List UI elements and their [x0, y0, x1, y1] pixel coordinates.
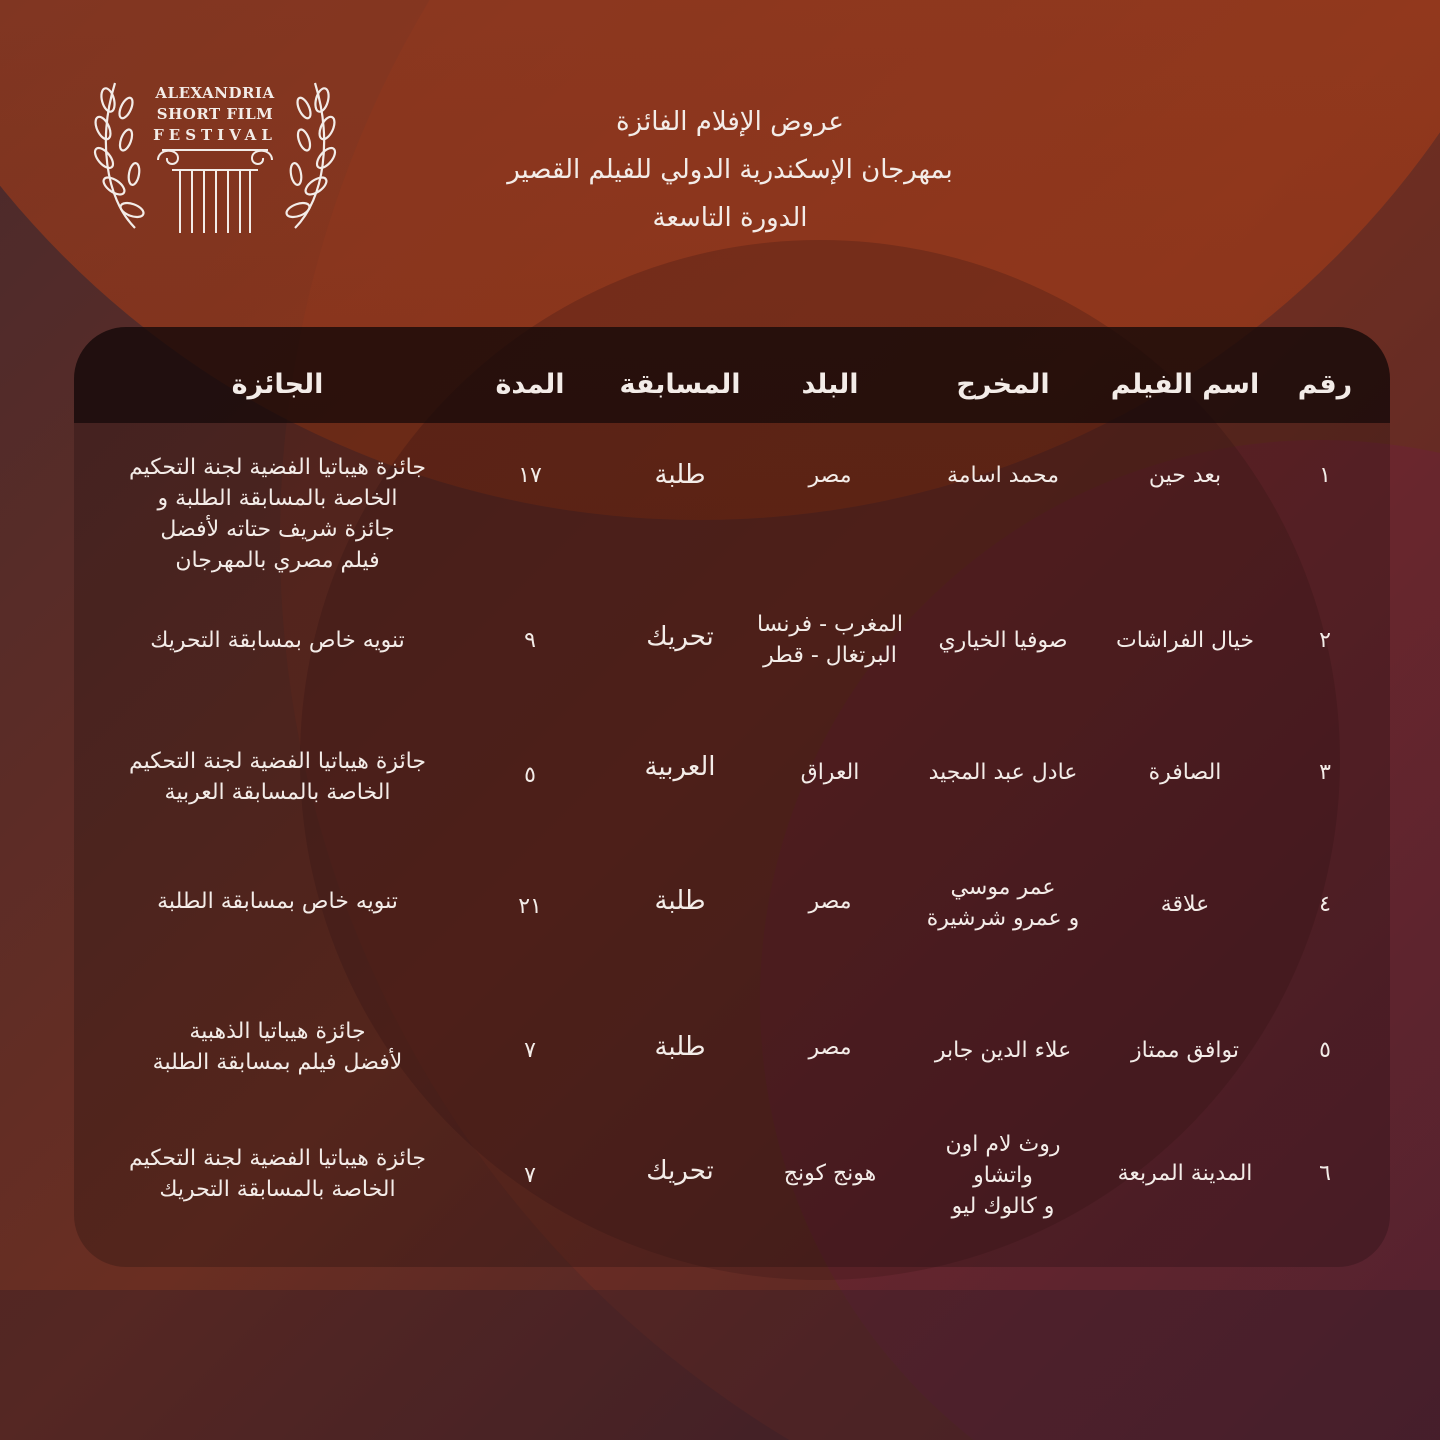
ionic-column-icon [158, 150, 272, 233]
header-country: البلد [801, 368, 859, 400]
row4-competition: طلبة [654, 885, 706, 916]
logo-text-line1: ALEXANDRIA [155, 84, 275, 102]
row5-director: علاء الدين جابر [934, 1037, 1072, 1063]
row4-award: تنويه خاص بمسابقة الطلبة [157, 888, 398, 914]
header-num: رقم [1297, 368, 1353, 400]
row6-duration: ٧ [524, 1162, 536, 1188]
laurel-wreath-icon [90, 78, 340, 243]
row2-film: خيال الفراشات [1116, 627, 1254, 653]
row3-director: عادل عبد المجيد [928, 759, 1078, 785]
logo-text-line2: SHORT FILM [156, 105, 274, 123]
row2-award: تنويه خاص بمسابقة التحريك [150, 627, 405, 653]
row1-award: جائزة هيباتيا الفضية لجنة التحكيم الخاصة بالمسابقة الطلبة و جائزة شريف حتاته لأفضل فيلم مصري بالمهرجان [129, 455, 426, 573]
page-title [430, 98, 1030, 242]
row1-film: بعد حين [1148, 462, 1222, 488]
row4-country: مصر [808, 888, 852, 914]
header-award: الجائزة [231, 368, 324, 400]
row6-director: روث لام اون واتشاو و كالوك ليو [945, 1131, 1061, 1219]
header-competition: المسابقة [619, 368, 741, 400]
header-duration: المدة [495, 368, 565, 400]
row1-director: محمد اسامة [946, 462, 1060, 488]
row2-country: المغرب - فرنسا البرتغال - قطر [756, 612, 904, 668]
header-film: اسم الفيلم [1110, 368, 1260, 400]
row3-num: ٣ [1319, 759, 1331, 785]
row4-duration: ٢١ [518, 893, 542, 919]
row1-country: مصر [808, 462, 852, 488]
row6-num: ٦ [1319, 1160, 1331, 1186]
title-line2: بمهرجان الإسكندرية الدولي للفيلم القصير [507, 155, 953, 185]
row4-film: علاقة [1160, 891, 1210, 917]
row1-num: ١ [1319, 462, 1331, 488]
row4-director: عمر موسي و عمرو شرشيرة [926, 875, 1080, 931]
row2-num: ٢ [1319, 627, 1331, 653]
row2-duration: ٩ [524, 627, 536, 653]
row3-film: الصافرة [1148, 759, 1222, 785]
title-line1: عروض الإفلام الفائزة [616, 107, 844, 137]
row5-award: جائزة هيباتيا الذهبية لأفضل فيلم بمسابقة الطلبة [152, 1019, 403, 1075]
row6-competition: تحريك [646, 1155, 714, 1186]
row3-country: العراق [800, 759, 860, 785]
row3-competition: العربية [644, 751, 716, 782]
row5-duration: ٧ [524, 1037, 536, 1063]
row5-country: مصر [808, 1034, 852, 1060]
title-line3: الدورة التاسعة [652, 203, 808, 233]
row2-competition: تحريك [646, 621, 714, 652]
row1-duration: ١٧ [518, 462, 542, 488]
row1-competition: طلبة [654, 459, 706, 490]
row6-film: المدينة المربعة [1117, 1160, 1253, 1186]
row6-award: جائزة هيباتيا الفضية لجنة التحكيم الخاصة بالمسابقة التحريك [129, 1146, 426, 1202]
row5-num: ٥ [1319, 1037, 1331, 1063]
row4-num: ٤ [1319, 891, 1331, 917]
logo-text-line3: FESTIVAL [153, 126, 277, 144]
header-director: المخرج [956, 368, 1050, 400]
row5-film: توافق ممتاز [1131, 1037, 1239, 1063]
festival-logo [90, 78, 340, 243]
row6-country: هونج كونج [783, 1160, 877, 1186]
row3-duration: ٥ [524, 762, 536, 788]
row3-award: جائزة هيباتيا الفضية لجنة التحكيم الخاصة بالمسابقة العربية [129, 749, 426, 805]
row5-competition: طلبة [654, 1031, 706, 1062]
row2-director: صوفيا الخياري [938, 627, 1068, 653]
